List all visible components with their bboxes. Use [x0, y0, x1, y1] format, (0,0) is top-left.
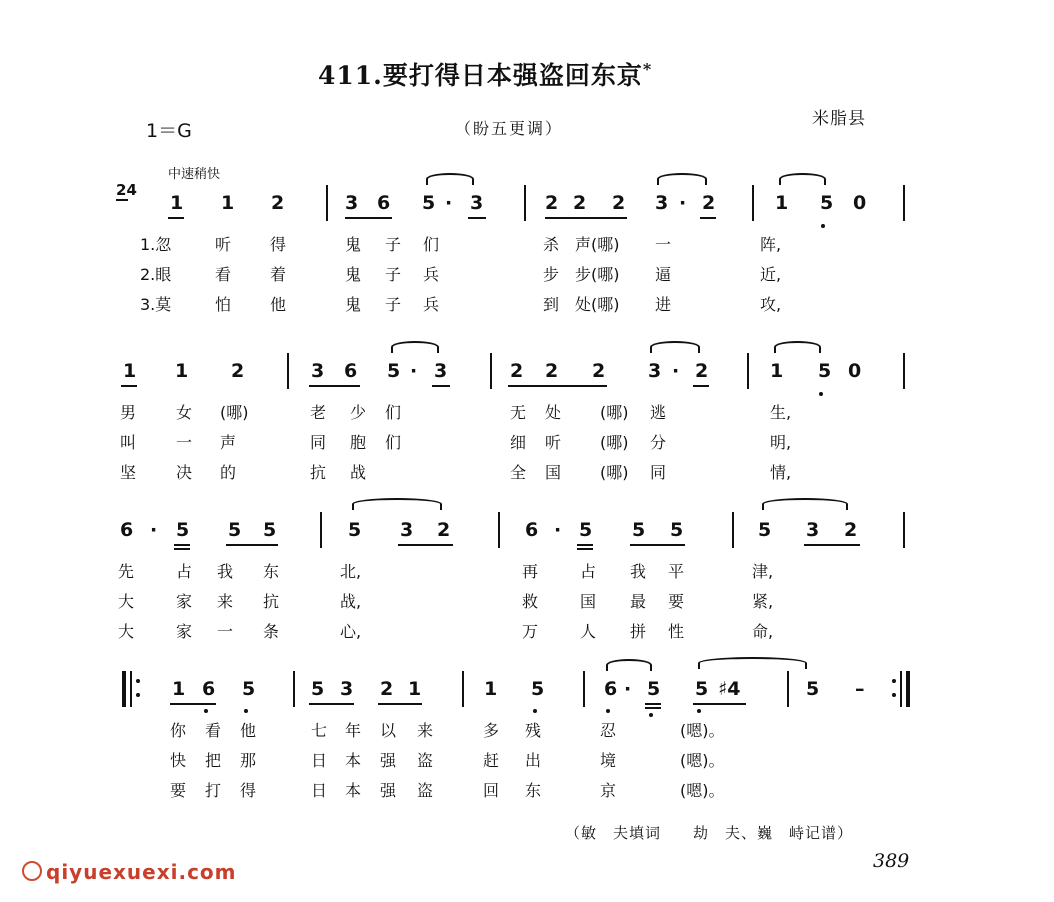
lyric-syllable: 坚: [120, 463, 137, 482]
lyric-syllable: 先: [118, 562, 135, 581]
note: ·: [672, 360, 680, 382]
note: 1: [221, 192, 235, 214]
note: 1: [408, 678, 422, 700]
note: 1: [170, 192, 184, 214]
lyric-syllable: 我: [630, 562, 647, 581]
note: 1: [770, 360, 784, 382]
watermark: qiyuexuexi.com: [22, 860, 237, 884]
lyric-syllable: 紧,: [752, 592, 774, 611]
lyric-syllable: 们: [385, 403, 402, 422]
note: 5: [228, 519, 242, 541]
lyric-syllable: 东: [263, 562, 280, 581]
lyric-syllable: 声(哪): [575, 235, 620, 254]
note: 2: [702, 192, 716, 214]
low-octave-dot: [244, 709, 248, 713]
lyric-syllable: 鬼: [345, 295, 362, 314]
lyric-syllable: 东: [525, 781, 542, 800]
low-octave-dot: [649, 713, 653, 717]
lyric-syllable: (哪): [600, 463, 629, 482]
note: 3: [806, 519, 820, 541]
region-label: 米脂县: [812, 109, 866, 129]
lyric-syllable: 女: [176, 403, 193, 422]
slur: [779, 173, 826, 185]
lyric-syllable: 再: [522, 562, 539, 581]
lyric-syllable: 们: [385, 433, 402, 452]
note: 2: [695, 360, 709, 382]
lyric-syllable: 心,: [340, 622, 362, 641]
slur: [606, 659, 652, 671]
lyric-syllable: 日: [311, 781, 328, 800]
low-octave-dot: [892, 693, 896, 697]
barline: [326, 185, 328, 221]
lyric-syllable: 性: [668, 622, 685, 641]
underline: [226, 544, 278, 546]
lyric-syllable: 听: [215, 235, 232, 254]
slur: [762, 498, 848, 510]
lyric-syllable: 战,: [340, 592, 362, 611]
lyric-syllable: 步(哪): [575, 265, 620, 284]
lyric-syllable: 鬼: [345, 235, 362, 254]
lyric-syllable: 一: [217, 622, 234, 641]
lyric-syllable: 最: [630, 592, 647, 611]
note: 5: [695, 678, 709, 700]
lyric-syllable: 那: [240, 751, 257, 770]
double-underline: [577, 548, 593, 550]
lyric-syllable: 条: [263, 622, 280, 641]
barline: [524, 185, 526, 221]
lyric-syllable: 逼: [655, 265, 672, 284]
barline: [903, 512, 905, 548]
lyric-syllable: 来: [217, 592, 234, 611]
lyric-syllable: 我: [217, 562, 234, 581]
lyric-syllable: 命,: [752, 622, 774, 641]
lyric-syllable: (哪): [600, 403, 629, 422]
lyric-syllable: 全: [510, 463, 527, 482]
lyric-syllable: 国: [580, 592, 597, 611]
note: 1: [775, 192, 789, 214]
lyric-syllable: 明,: [770, 433, 792, 452]
lyric-syllable: 忍: [600, 721, 617, 740]
lyric-syllable: 看: [205, 721, 222, 740]
watermark-logo-icon: [22, 861, 42, 881]
lyric-syllable: 决: [176, 463, 193, 482]
lyric-syllable: 3.莫: [140, 295, 172, 314]
lyric-syllable: 声: [220, 433, 237, 452]
lyric-syllable: 境: [600, 751, 617, 770]
lyric-syllable: 生,: [770, 403, 792, 422]
lyric-syllable: 他: [240, 721, 257, 740]
repeat-start-bar: [122, 671, 126, 707]
lyric-syllable: 2.眼: [140, 265, 172, 284]
note: 5: [579, 519, 593, 541]
tune-name: （盼五更调）: [455, 119, 564, 138]
lyric-syllable: 步: [543, 265, 560, 284]
lyric-syllable: 进: [655, 295, 672, 314]
lyric-syllable: 要: [170, 781, 187, 800]
lyric-syllable: 强: [380, 781, 397, 800]
underline: [174, 544, 190, 546]
barline: [462, 671, 464, 707]
note: 6: [344, 360, 358, 382]
underline: [378, 703, 422, 705]
lyric-syllable: (嗯)。: [680, 721, 725, 740]
lyric-syllable: 同: [650, 463, 667, 482]
lyric-syllable: 的: [220, 463, 237, 482]
lyric-syllable: 逃: [650, 403, 667, 422]
low-octave-dot: [606, 709, 610, 713]
low-octave-dot: [136, 693, 140, 697]
lyric-syllable: 子: [385, 235, 402, 254]
lyric-syllable: 赶: [483, 751, 500, 770]
underline: [121, 385, 137, 387]
note: 5: [311, 678, 325, 700]
barline: [900, 671, 902, 707]
lyric-syllable: 分: [650, 433, 667, 452]
underline: [577, 544, 593, 546]
lyric-syllable: 老: [310, 403, 327, 422]
double-underline: [645, 707, 661, 709]
lyric-syllable: 救: [522, 592, 539, 611]
barline: [732, 512, 734, 548]
underline: [700, 217, 716, 219]
note: 1: [123, 360, 137, 382]
note: 0: [853, 192, 867, 214]
lyric-syllable: 七: [311, 721, 328, 740]
low-octave-dot: [136, 679, 140, 683]
lyric-syllable: 男: [120, 403, 137, 422]
lyric-syllable: 占: [580, 562, 597, 581]
note: –: [855, 678, 865, 700]
lyric-syllable: 强: [380, 751, 397, 770]
slur: [391, 341, 439, 353]
time-signature: 2 4: [116, 181, 137, 199]
low-octave-dot: [533, 709, 537, 713]
note: 6: [525, 519, 539, 541]
low-octave-dot: [821, 224, 825, 228]
note: 2: [545, 360, 559, 382]
lyric-syllable: 一: [176, 433, 193, 452]
lyric-syllable: 占: [176, 562, 193, 581]
lyric-syllable: 大: [118, 622, 135, 641]
underline: [168, 217, 184, 219]
slur: [774, 341, 821, 353]
note: 5: [242, 678, 256, 700]
barline: [498, 512, 500, 548]
low-octave-dot: [819, 392, 823, 396]
lyric-syllable: 近,: [760, 265, 782, 284]
slur: [657, 173, 707, 185]
lyric-syllable: 平: [668, 562, 685, 581]
note: 2: [271, 192, 285, 214]
lyric-syllable: 胞: [350, 433, 367, 452]
slur: [698, 657, 807, 669]
lyric-syllable: (嗯)。: [680, 751, 725, 770]
lyric-syllable: 处(哪): [575, 295, 620, 314]
lyric-syllable: 本: [345, 751, 362, 770]
lyric-syllable: 阵,: [760, 235, 782, 254]
song-title: 411.要打得日本强盗回东京*: [318, 59, 653, 90]
underline: [432, 385, 450, 387]
lyric-syllable: 万: [522, 622, 539, 641]
note: 5: [422, 192, 436, 214]
lyric-syllable: 着: [270, 265, 287, 284]
note: 5: [818, 360, 832, 382]
page-number: 389: [873, 850, 910, 872]
note: 6: [202, 678, 216, 700]
lyric-syllable: 盗: [417, 751, 434, 770]
low-octave-dot: [204, 709, 208, 713]
lyric-syllable: 看: [215, 265, 232, 284]
underline: [309, 385, 360, 387]
underline: [508, 385, 607, 387]
underline: [545, 217, 627, 219]
note: ·: [554, 519, 562, 541]
lyric-syllable: 兵: [423, 295, 440, 314]
lyric-syllable: 出: [525, 751, 542, 770]
underline: [468, 217, 486, 219]
lyric-syllable: 抗: [263, 592, 280, 611]
lyric-syllable: 来: [417, 721, 434, 740]
lyric-syllable: 盗: [417, 781, 434, 800]
lyric-syllable: 一: [655, 235, 672, 254]
note: 0: [848, 360, 862, 382]
note: 5: [806, 678, 820, 700]
lyric-syllable: 快: [170, 751, 187, 770]
note: 2: [612, 192, 626, 214]
note: 5: [670, 519, 684, 541]
lyric-syllable: 兵: [423, 265, 440, 284]
note: 5: [820, 192, 834, 214]
barline: [490, 353, 492, 389]
lyric-syllable: 京: [600, 781, 617, 800]
barline: [752, 185, 754, 221]
lyric-syllable: 你: [170, 721, 187, 740]
note: 3: [400, 519, 414, 541]
barline: [903, 185, 905, 221]
note: 2: [844, 519, 858, 541]
note: 5: [348, 519, 362, 541]
underline: [630, 544, 685, 546]
lyric-syllable: 北,: [340, 562, 362, 581]
lyric-syllable: 打: [205, 781, 222, 800]
lyric-syllable: 叫: [120, 433, 137, 452]
lyric-syllable: 抗: [310, 463, 327, 482]
barline: [130, 671, 132, 707]
lyric-syllable: 要: [668, 592, 685, 611]
underline: [345, 217, 392, 219]
lyric-syllable: 同: [310, 433, 327, 452]
note: 2: [573, 192, 587, 214]
note: 1: [484, 678, 498, 700]
barline: [320, 512, 322, 548]
note: 6: [120, 519, 134, 541]
lyric-syllable: 津,: [752, 562, 774, 581]
note: 5: [758, 519, 772, 541]
note: 2: [545, 192, 559, 214]
note: 3: [648, 360, 662, 382]
underline: [309, 703, 354, 705]
lyric-syllable: (嗯)。: [680, 781, 725, 800]
note: ·: [445, 192, 453, 214]
low-octave-dot: [892, 679, 896, 683]
lyric-syllable: 大: [118, 592, 135, 611]
note: 5: [647, 678, 661, 700]
underline: [645, 703, 661, 705]
note: ·: [679, 192, 687, 214]
lyric-syllable: 残: [525, 721, 542, 740]
lyric-syllable: 情,: [770, 463, 792, 482]
note: 2: [437, 519, 451, 541]
note: ·: [624, 678, 632, 700]
barline: [287, 353, 289, 389]
note: ·: [410, 360, 418, 382]
note: 3: [340, 678, 354, 700]
note: 3: [655, 192, 669, 214]
lyric-syllable: 多: [483, 721, 500, 740]
note: ♯4: [718, 678, 741, 700]
lyric-syllable: 无: [510, 403, 527, 422]
note: 5: [176, 519, 190, 541]
lyric-syllable: 把: [205, 751, 222, 770]
slur: [650, 341, 700, 353]
note: 6: [377, 192, 391, 214]
slur: [426, 173, 474, 185]
lyric-syllable: 1.忽: [140, 235, 172, 254]
lyric-syllable: 杀: [543, 235, 560, 254]
barline: [583, 671, 585, 707]
note: 3: [311, 360, 325, 382]
lyric-syllable: 子: [385, 265, 402, 284]
lyric-syllable: 战: [350, 463, 367, 482]
lyric-syllable: 攻,: [760, 295, 782, 314]
note: 5: [632, 519, 646, 541]
lyric-syllable: 以: [380, 721, 397, 740]
tempo-marking: 中速稍快: [168, 167, 221, 182]
lyric-syllable: (哪): [220, 403, 249, 422]
barline: [747, 353, 749, 389]
note: 5: [531, 678, 545, 700]
note: 3: [345, 192, 359, 214]
lyric-syllable: 日: [311, 751, 328, 770]
lyric-syllable: 他: [270, 295, 287, 314]
slur: [352, 498, 442, 510]
note: 2: [380, 678, 394, 700]
note: 2: [231, 360, 245, 382]
lyric-syllable: (哪): [600, 433, 629, 452]
note: 3: [434, 360, 448, 382]
note: 5: [387, 360, 401, 382]
lyric-syllable: 人: [580, 622, 597, 641]
underline: [804, 544, 860, 546]
key-signature: 1＝G: [146, 120, 192, 142]
lyric-syllable: 家: [176, 622, 193, 641]
lyric-syllable: 年: [345, 721, 362, 740]
note: 2: [592, 360, 606, 382]
barline: [787, 671, 789, 707]
lyric-syllable: 细: [510, 433, 527, 452]
lyric-syllable: 本: [345, 781, 362, 800]
note: 2: [510, 360, 524, 382]
underline: [398, 544, 453, 546]
low-octave-dot: [697, 709, 701, 713]
note: 1: [172, 678, 186, 700]
note: 5: [263, 519, 277, 541]
lyric-syllable: 们: [423, 235, 440, 254]
barline: [293, 671, 295, 707]
double-underline: [174, 548, 190, 550]
repeat-end-bar: [906, 671, 910, 707]
barline: [903, 353, 905, 389]
lyric-syllable: 家: [176, 592, 193, 611]
lyric-syllable: 国: [545, 463, 562, 482]
lyric-syllable: 到: [543, 295, 560, 314]
lyric-syllable: 回: [483, 781, 500, 800]
underline: [693, 385, 709, 387]
underline: [693, 703, 746, 705]
lyric-syllable: 子: [385, 295, 402, 314]
note: 1: [175, 360, 189, 382]
underline: [170, 703, 216, 705]
lyric-syllable: 处: [545, 403, 562, 422]
lyric-syllable: 得: [240, 781, 257, 800]
lyric-syllable: 少: [350, 403, 367, 422]
lyric-syllable: 得: [270, 235, 287, 254]
note: ·: [150, 519, 158, 541]
credits: （敏 夫填词 劫 夫、巍 峙记谱）: [565, 824, 854, 842]
lyric-syllable: 听: [545, 433, 562, 452]
lyric-syllable: 拼: [630, 622, 647, 641]
note: 6: [604, 678, 618, 700]
lyric-syllable: 鬼: [345, 265, 362, 284]
note: 3: [470, 192, 484, 214]
lyric-syllable: 怕: [215, 295, 232, 314]
